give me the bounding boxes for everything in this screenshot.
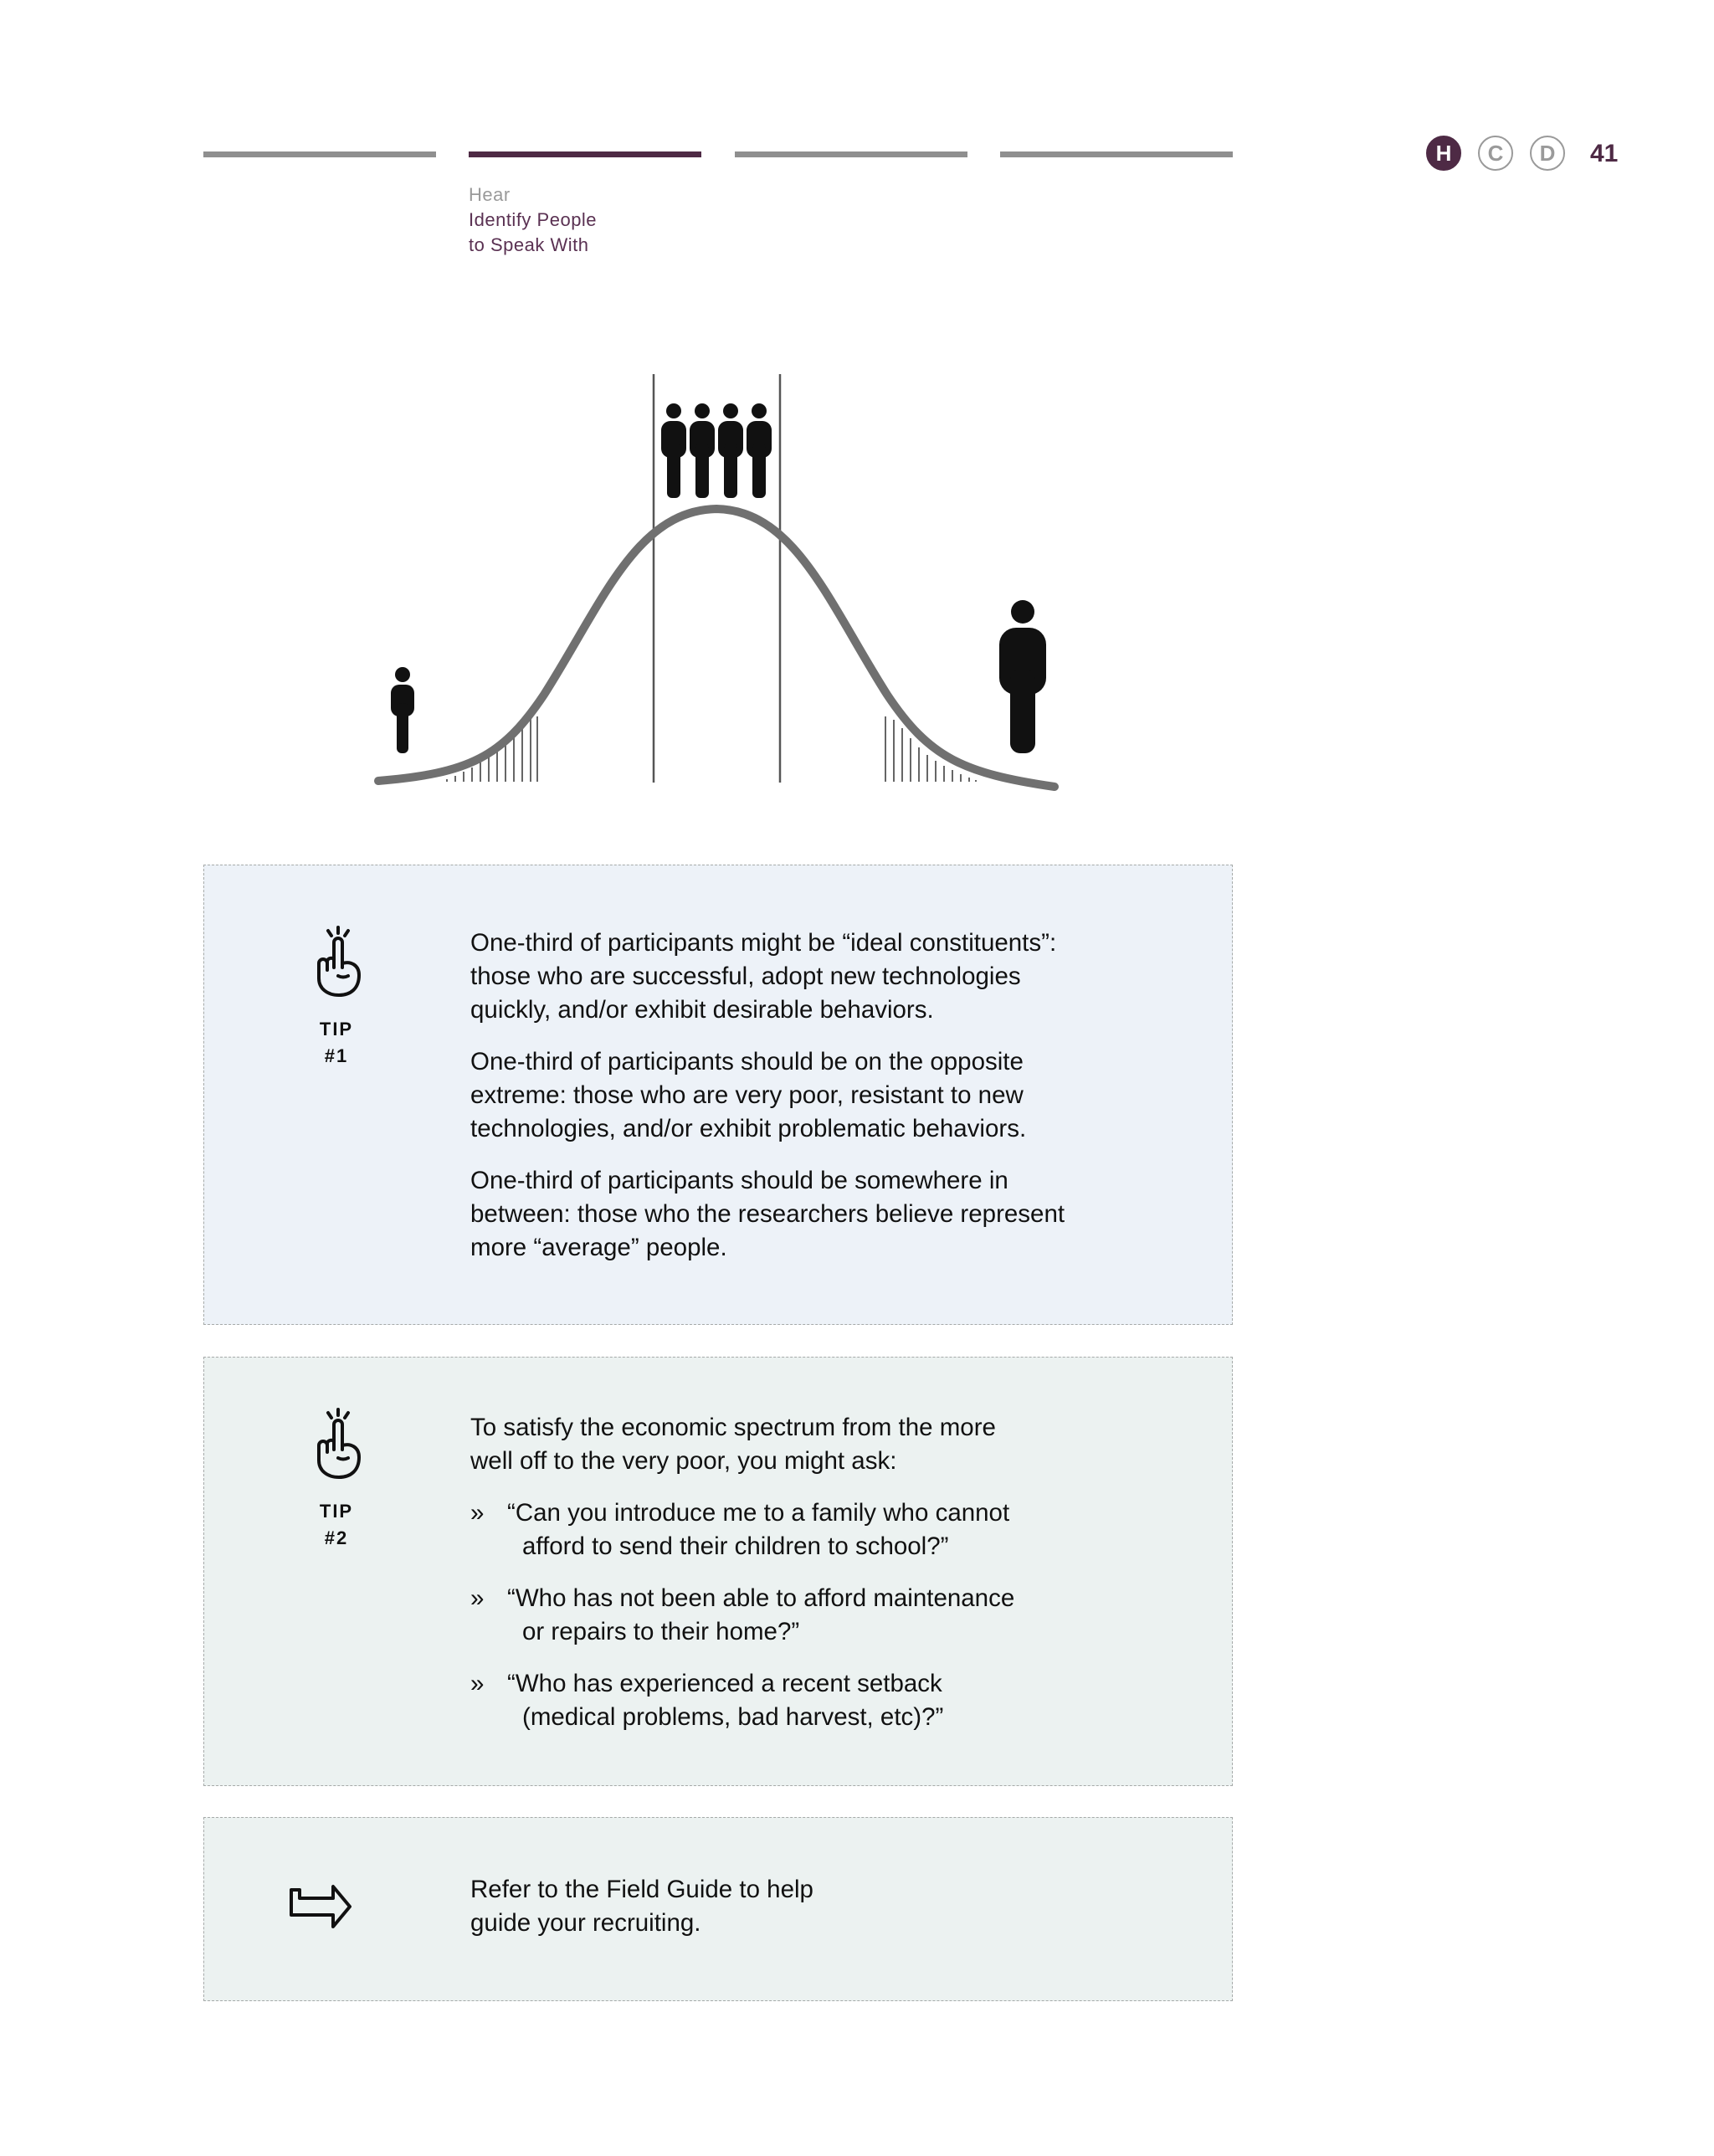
field-guide-line-2: guide your recruiting.: [470, 1909, 701, 1937]
tip-1-p3-line-2: between: those who the researchers believe represent: [470, 1200, 1065, 1228]
field-guide-line-1: Refer to the Field Guide to help: [470, 1876, 813, 1903]
tip-2-bullet-1-line-2: afford to send their children to school?”: [522, 1532, 949, 1560]
tip-2-bullet-2-line-2: or repairs to their home?”: [522, 1618, 800, 1645]
tip-2-bullet-2: [470, 1582, 1207, 1649]
tip-1-p1-line-2: those who are successful, adopt new technologies: [470, 963, 1021, 990]
tip-1-label: [286, 1016, 387, 1070]
tip-1-paragraph-2: [470, 1045, 1207, 1146]
large-person-icon: [999, 600, 1046, 753]
tip-2-box: [203, 1357, 1233, 1786]
tip-1-p1-line-1: One-third of participants might be “ideal constituents”:: [470, 929, 1057, 957]
field-guide-text: [470, 1873, 1207, 1958]
field-guide-box: [203, 1817, 1233, 2001]
tip-2-label-word: TIP: [319, 1501, 354, 1522]
tip-1-p2-line-2: extreme: those who are very poor, resistant to new: [470, 1081, 1024, 1109]
tip-1-p3-line-1: One-third of participants should be somewhere in: [470, 1167, 1008, 1194]
tip-2-intro: [470, 1411, 1207, 1478]
tip-1-label-word: TIP: [319, 1019, 354, 1040]
bullet-mark: »: [470, 1584, 485, 1612]
section-subtitle-line2: to Speak With: [469, 234, 589, 255]
arrow-right-icon: [288, 1883, 355, 1933]
tip-2-intro-line-2: well off to the very poor, you might ask:: [470, 1447, 897, 1475]
bell-curve-line: [378, 509, 1055, 787]
tip-1-box: [203, 865, 1233, 1325]
section-name: Hear: [469, 184, 511, 205]
tip-2-bullet-3-line-2: (medical problems, bad harvest, etc)?”: [522, 1703, 944, 1731]
tip-1-paragraph-1: [470, 927, 1207, 1027]
group-of-people-icon: [661, 403, 772, 498]
bullet-mark: »: [470, 1499, 485, 1527]
tip-2-text: [470, 1411, 1207, 1753]
section-subtitle-line1: Identify People: [469, 209, 598, 230]
tip-2-bullet-2-line-1: “Who has not been able to afford maintenance: [507, 1584, 1015, 1612]
pointing-finger-icon: [305, 926, 372, 1001]
tip-2-label: [286, 1498, 387, 1552]
tip-1-p1-line-3: quickly, and/or exhibit desirable behaviors.: [470, 996, 934, 1024]
tip-1-text: [470, 927, 1207, 1283]
pointing-finger-icon: [305, 1408, 372, 1483]
tip-1-p2-line-3: technologies, and/or exhibit problematic behaviors.: [470, 1115, 1027, 1142]
field-guide-paragraph: [470, 1873, 1207, 1940]
tip-2-bullet-1-line-1: “Can you introduce me to a family who cannot: [507, 1499, 1010, 1527]
tip-2-bullet-3: [470, 1667, 1207, 1734]
hcd-c-indicator[interactable]: C: [1478, 136, 1513, 171]
page-number: 41: [1590, 140, 1619, 167]
tip-1-p3-line-3: more “average” people.: [470, 1234, 727, 1261]
hcd-h-indicator[interactable]: H: [1426, 136, 1461, 171]
tip-1-p2-line-1: One-third of participants should be on the opposite: [470, 1048, 1024, 1075]
bullet-mark: »: [470, 1670, 485, 1697]
bell-curve-diagram: [0, 0, 1714, 837]
tip-1-label-number: #1: [324, 1045, 349, 1066]
tip-2-label-number: #2: [324, 1527, 349, 1548]
tip-1-paragraph-3: [470, 1164, 1207, 1265]
tip-2-intro-line-1: To satisfy the economic spectrum from the more: [470, 1414, 996, 1441]
tip-2-bullet-1: [470, 1496, 1207, 1563]
small-person-icon: [391, 667, 414, 753]
tip-2-bullet-3-line-1: “Who has experienced a recent setback: [507, 1670, 942, 1697]
hcd-d-indicator[interactable]: D: [1530, 136, 1565, 171]
